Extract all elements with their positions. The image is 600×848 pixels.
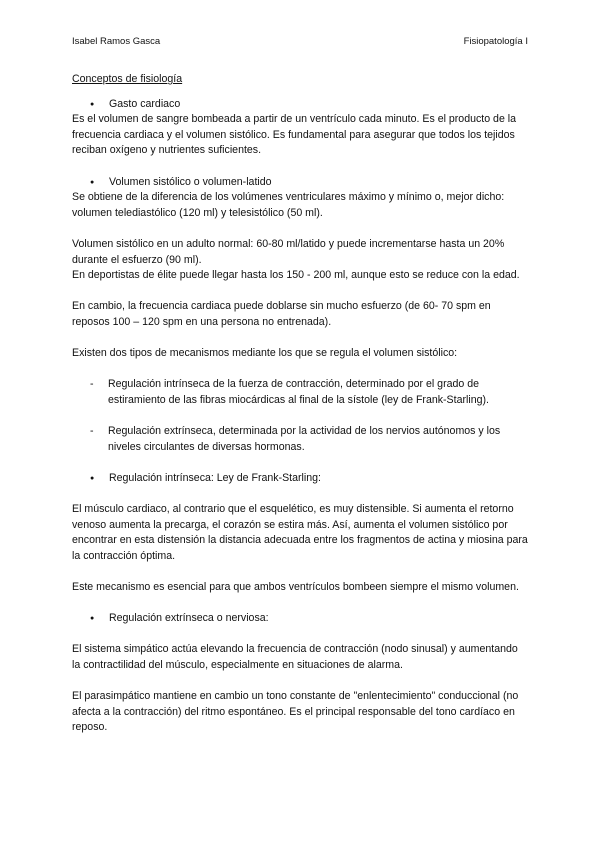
paragraph: En deportistas de élite puede llegar hasta los 150 - 200 ml, aunque esto se reduce con la edad. xyxy=(72,269,520,282)
spacer xyxy=(72,159,528,175)
list-item-mechanism-2 xyxy=(72,424,528,455)
spacer xyxy=(72,564,528,580)
bullet-icon: ● xyxy=(90,178,95,186)
dash-marker: - xyxy=(90,425,94,438)
spacer xyxy=(72,627,528,643)
spacer xyxy=(72,362,528,378)
spacer xyxy=(72,674,528,690)
header-subject: Fisiopatología I xyxy=(463,36,528,47)
paragraph: Se obtiene de la diferencia de los volúmenes ventriculares máximo y mínimo o, mejor dicho: volumen telediastólico (120 ml) y telesistólico (50 ml). xyxy=(72,191,505,219)
bullet-regulacion-extrinseca xyxy=(72,611,528,627)
paragraph: El parasimpático mantiene en cambio un tono constante de "enlentecimiento" conduccional (no afecta a la contracción) del ritmo espontáneo. Es el principal responsable del tono cardíaco en reposo. xyxy=(72,690,519,734)
spacer xyxy=(72,455,528,471)
spacer xyxy=(72,596,528,612)
spacer xyxy=(72,284,528,300)
bullet-icon: ● xyxy=(90,615,95,623)
paragraph: Este mecanismo es esencial para que ambos ventrículos bombeen siempre el mismo volumen. xyxy=(72,581,519,593)
dash-marker: - xyxy=(90,378,94,391)
spacer xyxy=(72,408,528,424)
paragraph: Existen dos tipos de mecanismos mediante los que se regula el volumen sistólico: xyxy=(72,347,458,360)
bullet-regulacion-intrinseca xyxy=(72,471,528,487)
paragraph: El sistema simpático actúa elevando la frecuencia de contracción (nodo sinusal) y aumentando la contractilidad del músculo, especialmente en situaciones de alarma. xyxy=(72,643,518,671)
spacer xyxy=(72,221,528,237)
spacer xyxy=(72,331,528,347)
section-heading: Regulación extrínseca o nerviosa: xyxy=(109,612,269,625)
list-item-text: Regulación extrínseca, determinada por la actividad de los nervios autónomos y los niveles circulantes de diversas hormonas. xyxy=(108,425,501,453)
section-heading: Gasto cardiaco xyxy=(109,97,181,110)
list-item-text: Regulación intrínseca de la fuerza de contracción, determinado por el grado de estiramiento de las fibras miocárdicas al final de la sístole (ley de Frank-Starling). xyxy=(108,378,489,406)
section-heading: Volumen sistólico o volumen-latido xyxy=(109,175,272,188)
bullet-gasto-cardiaco xyxy=(72,97,528,113)
page-title: Conceptos de fisiología xyxy=(72,73,183,85)
spacer xyxy=(72,486,528,502)
paragraph: Es el volumen de sangre bombeada a partir de un ventrículo cada minuto. Es el producto de la frecuencia cardiaca y el volumen sistólico. Es fundamental para asegurar que todos los tejidos reciban oxígeno y nutrientes suficientes. xyxy=(72,113,517,157)
page-header xyxy=(72,36,528,50)
paragraph: El músculo cardiaco, al contrario que el esquelético, es muy distensible. Si aumenta el retorno venoso aumenta la precarga, el corazón se estira más. Así, aumenta el volumen sistólico por encontrar en esta distensión la distancia adecuada entre los fragmentos de actina y miosina para la contracción óptima. xyxy=(72,503,528,562)
list-item-mechanism-1 xyxy=(72,377,528,408)
paragraph: Volumen sistólico en un adulto normal: 60-80 ml/latido y puede incrementarse hasta un 20% durante el esfuerzo (90 ml). xyxy=(72,237,505,266)
bullet-icon: ● xyxy=(90,100,95,108)
header-author: Isabel Ramos Gasca xyxy=(72,36,161,47)
paragraph: En cambio, la frecuencia cardiaca puede doblarse sin mucho esfuerzo (de 60- 70 spm en reposos 100 – 120 spm en una persona no entrenada). xyxy=(72,300,491,328)
bullet-volumen-sistolico xyxy=(72,175,528,191)
section-heading: Regulación intrínseca: Ley de Frank-Starling: xyxy=(109,471,321,484)
document-body xyxy=(72,72,528,736)
bullet-icon: ● xyxy=(90,474,95,482)
